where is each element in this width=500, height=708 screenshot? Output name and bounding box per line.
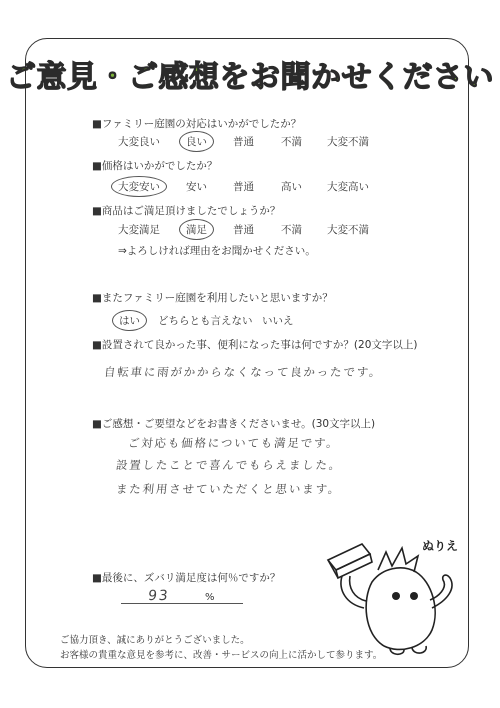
q1-option-dissatisfied[interactable]: 不満: [281, 136, 302, 148]
mascot-label: ぬりえ: [422, 539, 459, 553]
question-benefits: ■設置されて良かった事、便利になった事は何ですか？(20文字以上): [92, 339, 418, 351]
q2-option-cheap[interactable]: 安い: [186, 181, 207, 193]
mascot-eye-right: [410, 592, 418, 600]
q1-option-very-dissatisfied[interactable]: 大変不満: [327, 136, 369, 148]
mascot-eye-left: [392, 592, 400, 600]
q4-option-neither[interactable]: どちらとも言えない: [158, 315, 253, 327]
question-reuse: ■またファミリー庭園を利用したいと思いますか？: [92, 292, 333, 304]
q7-percent-unit: %: [205, 592, 215, 603]
q5-handwritten-answer: 自転車に雨がかからなくなって良かったです。: [103, 365, 384, 379]
q2-option-average[interactable]: 普通: [233, 181, 254, 193]
footer-improvement-note: お客様の貴重な意見を参考に、改善・サービスの向上に活かして参ります。: [60, 650, 383, 661]
q4-option-yes-selected[interactable]: はい: [112, 310, 147, 331]
question-comments: ■ご感想・ご要望などをお書きくださいませ。(30文字以上): [92, 418, 376, 430]
question-staff-response: ■ファミリー庭園の対応はいかがでしたか？: [92, 118, 302, 130]
q6-answer-line-3: また利用させていただくと思います。: [115, 482, 342, 496]
block-shape: [328, 544, 372, 578]
q3-option-very-satisfied[interactable]: 大変満足: [118, 224, 160, 236]
q1-option-good-selected[interactable]: 良い: [179, 131, 214, 152]
q3-option-very-dissatisfied[interactable]: 大変不満: [327, 224, 369, 236]
q6-answer-line-2: 設置したことで喜んでもらえました。: [115, 458, 343, 472]
mascot-illustration: [320, 530, 470, 658]
q4-option-no[interactable]: いいえ: [262, 315, 294, 327]
question-price: ■価格はいかがでしたか？: [92, 160, 218, 172]
question-satisfaction: ■最後に、ズバリ満足度は何％ですか？: [92, 572, 281, 584]
q6-answer-line-1: ご対応も価格についても満足です。: [127, 436, 341, 450]
question-product: ■商品はご満足頂けましたでしょうか？: [92, 205, 281, 217]
q2-option-expensive[interactable]: 高い: [281, 181, 302, 193]
q2-option-very-expensive[interactable]: 大変高い: [327, 181, 369, 193]
q3-reason-prompt: ⇒よろしければ理由をお聞かせください。: [118, 245, 316, 257]
satisfaction-answer-line: [121, 603, 243, 604]
q3-option-average[interactable]: 普通: [233, 224, 254, 236]
page-title: ご意見・ご感想をお聞かせください: [6, 60, 494, 95]
q2-option-very-cheap-selected[interactable]: 大変安い: [111, 176, 167, 197]
q1-option-very-good[interactable]: 大変良い: [118, 136, 160, 148]
q1-option-average[interactable]: 普通: [233, 136, 254, 148]
q3-option-dissatisfied[interactable]: 不満: [281, 224, 302, 236]
q7-satisfaction-value: 93: [147, 588, 171, 604]
q3-option-satisfied-selected[interactable]: 満足: [179, 219, 214, 240]
footer-thanks: ご協力頂き、誠にありがとうございました。: [60, 635, 250, 646]
